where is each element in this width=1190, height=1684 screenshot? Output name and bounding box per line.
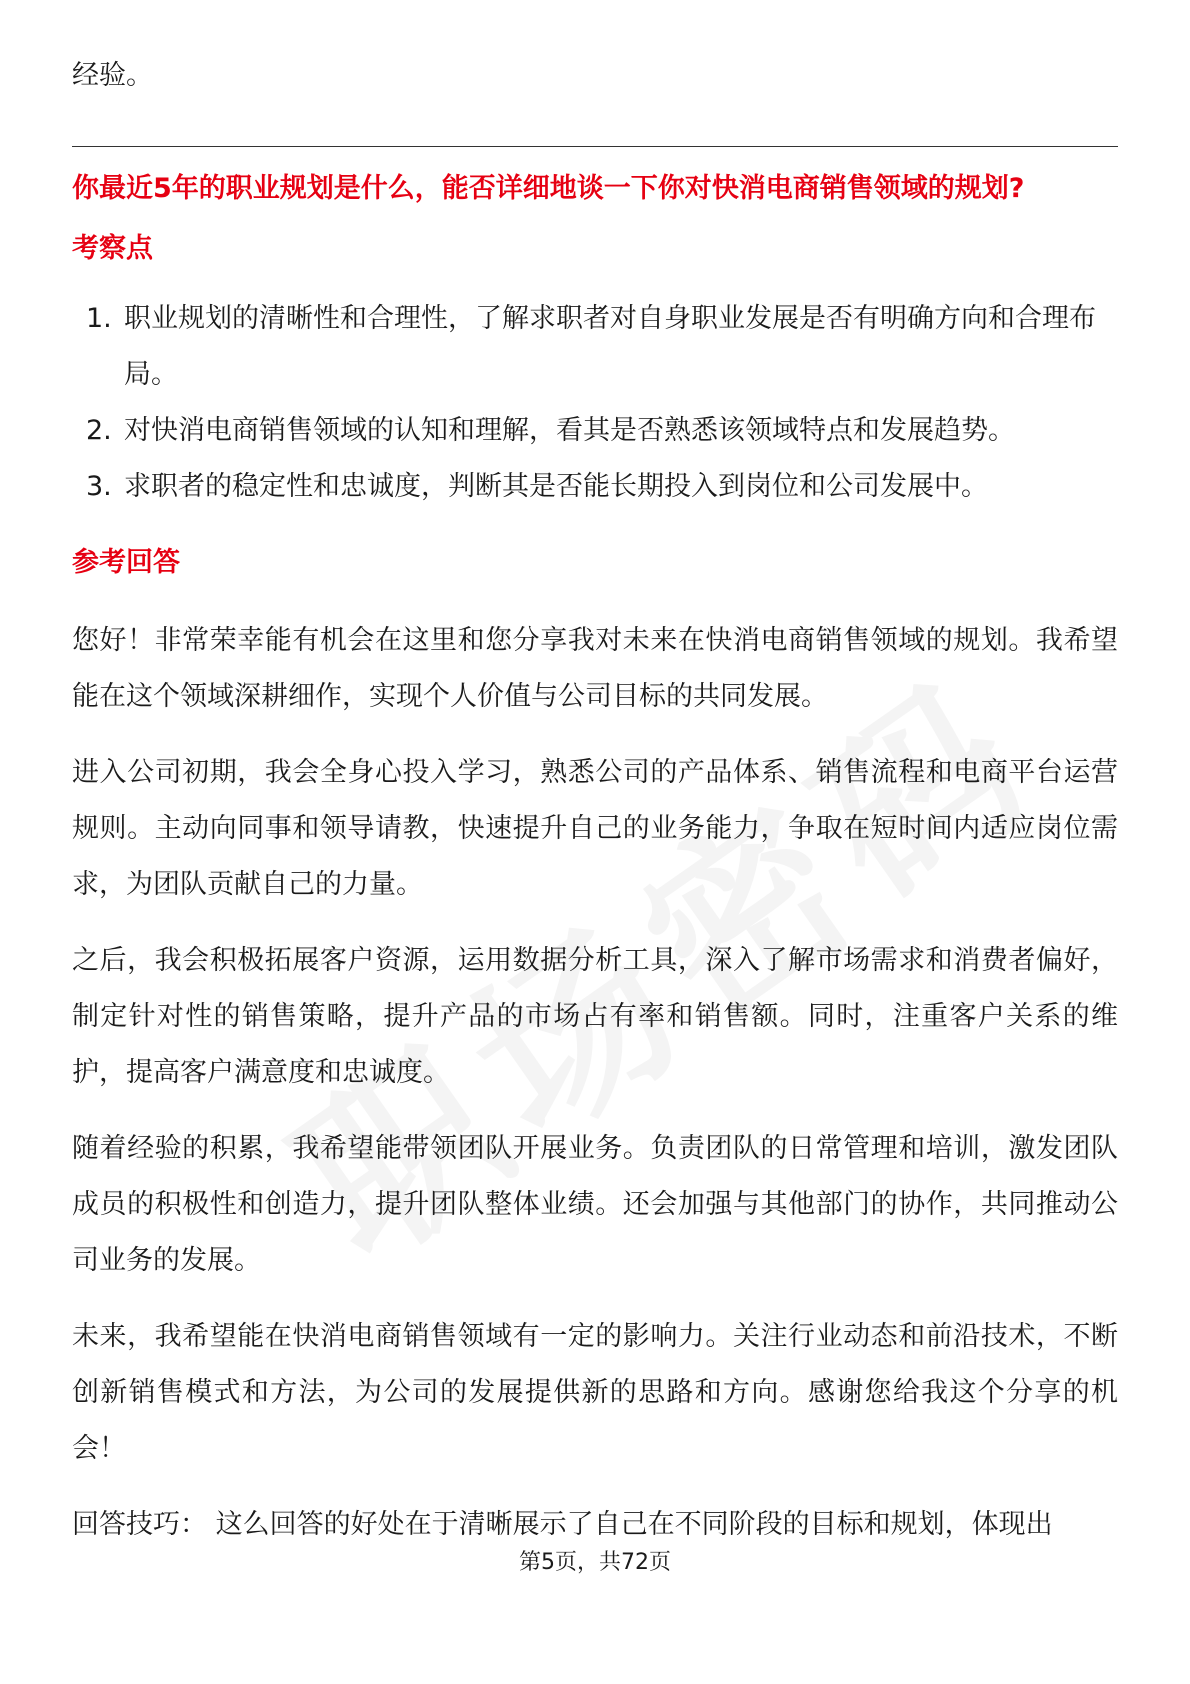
point-number: 3. — [86, 471, 112, 502]
answer-paragraph: 未来，我希望能在快消电商销售领域有一定的影响力。关注行业动态和前沿技术，不断创新销售模式和方法，为公司的发展提供新的思路和方向。感谢您给我这个分享的机会！ — [72, 1321, 1118, 1464]
assessment-point — [72, 459, 1118, 515]
point-number: 1. — [86, 303, 112, 334]
assessment-heading: 考察点 — [72, 233, 153, 264]
assessment-point — [72, 403, 1118, 459]
point-text: 求职者的稳定性和忠诚度，判断其是否能长期投入到岗位和公司发展中。 — [124, 471, 988, 502]
answer-paragraph: 您好！非常荣幸能有机会在这里和您分享我对未来在快消电商销售领域的规划。我希望能在这个领域深耕细作，实现个人价值与公司目标的共同发展。 — [72, 625, 1118, 712]
point-text: 职业规划的清晰性和合理性，了解求职者对自身职业发展是否有明确方向和合理布局。 — [124, 303, 1096, 390]
assessment-point — [72, 291, 1118, 403]
answer-heading: 参考回答 — [72, 547, 180, 578]
lead-text: 经验。 — [72, 60, 153, 91]
answer-tip: 回答技巧： 这么回答的好处在于清晰展示了自己在不同阶段的目标和规划，体现出 — [72, 1509, 1053, 1540]
assessment-points — [72, 291, 1118, 515]
question-heading: 你最近5年的职业规划是什么，能否详细地谈一下你对快消电商销售领域的规划? — [72, 173, 1025, 204]
point-text: 对快消电商销售领域的认知和理解，看其是否熟悉该领域特点和发展趋势。 — [124, 415, 1015, 446]
answer-paragraph: 随着经验的积累，我希望能带领团队开展业务。负责团队的日常管理和培训，激发团队成员的积极性和创造力，提升团队整体业绩。还会加强与其他部门的协作，共同推动公司业务的发展。 — [72, 1133, 1118, 1276]
answer-paragraph: 进入公司初期，我会全身心投入学习，熟悉公司的产品体系、销售流程和电商平台运营规则。主动向同事和领导请教，快速提升自己的业务能力，争取在短时间内适应岗位需求，为团队贡献自己的力量。 — [72, 757, 1118, 900]
section-divider — [72, 146, 1118, 147]
page-number-footer: 第5页，共72页 — [519, 1550, 671, 1575]
document-page — [72, 0, 1118, 1553]
page-content — [72, 0, 1118, 1553]
answer-paragraph: 之后，我会积极拓展客户资源，运用数据分析工具，深入了解市场需求和消费者偏好，制定针对性的销售策略，提升产品的市场占有率和销售额。同时，注重客户关系的维护，提高客户满意度和忠诚度。 — [72, 945, 1118, 1088]
point-number: 2. — [86, 415, 112, 446]
